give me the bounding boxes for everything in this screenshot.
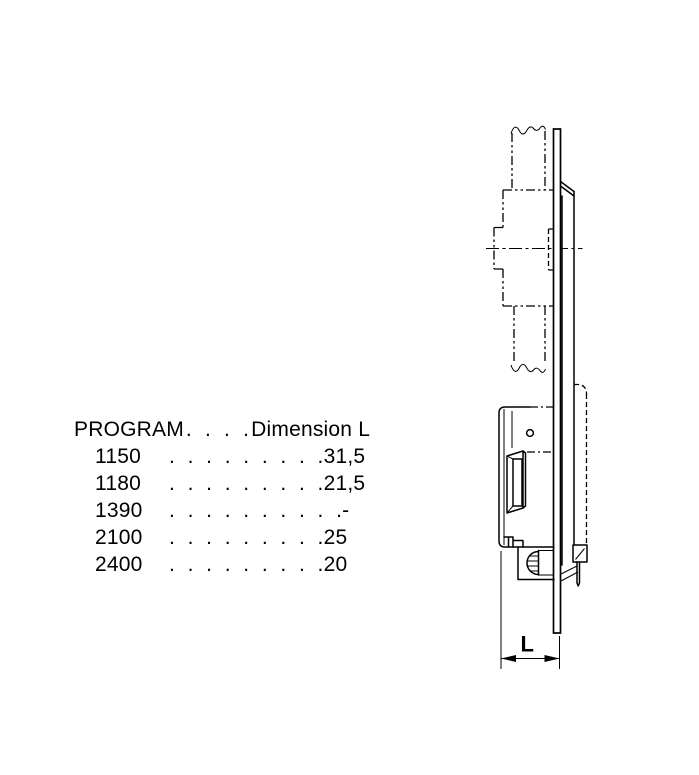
frame-profile bbox=[561, 182, 575, 566]
dimension-value: - bbox=[342, 499, 350, 522]
program-value: 1150 bbox=[95, 445, 141, 468]
dimension-value: 25 bbox=[323, 526, 348, 549]
leader-dots: . . . . . . . . . bbox=[169, 472, 324, 495]
leader-dots: . . . . . . . . . bbox=[169, 526, 324, 549]
faceplate-plate bbox=[554, 129, 561, 633]
program-value: 2100 bbox=[95, 526, 143, 549]
header-leader-dots: . . . . bbox=[185, 418, 250, 441]
arrowhead-left bbox=[501, 655, 516, 662]
faceplate bbox=[554, 129, 561, 633]
hidden-latchbolt bbox=[549, 229, 554, 270]
strike-body bbox=[499, 407, 554, 580]
break-line-top bbox=[511, 126, 546, 134]
program-value: 1390 bbox=[95, 499, 143, 522]
lower-latch-detail bbox=[504, 537, 523, 547]
program-column-label: PROGRAM bbox=[74, 418, 184, 441]
hidden-backbox-corner bbox=[574, 385, 587, 395]
profile-slant-inner bbox=[561, 186, 575, 196]
program-value: 2400 bbox=[95, 553, 143, 576]
tab-leg bbox=[577, 562, 580, 586]
break-line-bottom bbox=[511, 365, 546, 373]
program-value: 1180 bbox=[95, 472, 141, 495]
mounting-tab bbox=[561, 545, 587, 586]
dimension-l-label: L bbox=[520, 631, 534, 657]
keeper-block bbox=[507, 451, 526, 513]
keeper-front-face bbox=[513, 459, 522, 506]
dimension-l bbox=[501, 551, 560, 669]
tab-chamfer bbox=[576, 549, 585, 560]
adjustment-screw bbox=[518, 547, 554, 580]
profile-slant-outer bbox=[561, 182, 575, 192]
arrowhead-right bbox=[545, 655, 560, 662]
dimension-column-label: Dimension L bbox=[251, 418, 371, 441]
hidden-lock-case bbox=[494, 126, 553, 372]
dimension-value: 20 bbox=[323, 553, 348, 576]
screw-bracket-lines bbox=[539, 551, 555, 576]
mounting-hole bbox=[527, 430, 534, 437]
dimension-value: 31,5 bbox=[323, 445, 366, 468]
leader-dots: . . . . . . . . . bbox=[169, 553, 324, 576]
hidden-backbox bbox=[574, 385, 587, 545]
leader-dots: . . . . . . . . . bbox=[169, 445, 324, 468]
tab-lip-lines bbox=[561, 566, 578, 581]
leader-dots: . . . . . . . . . . bbox=[169, 499, 343, 522]
dimension-value: 21,5 bbox=[323, 472, 366, 495]
